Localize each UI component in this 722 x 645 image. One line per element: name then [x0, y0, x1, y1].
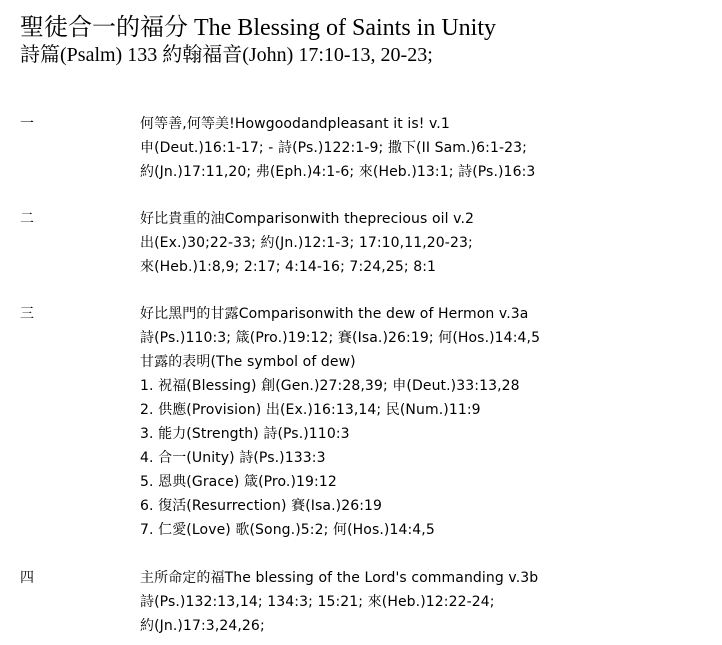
section-line: 詩(Ps.)132:13,14; 134:3; 15:21; 來(Heb.)12:22-24; [140, 594, 495, 610]
section-line: 好比貴重的油Comparisonwith theprecious oil v.2 [140, 211, 475, 227]
section-line: 來(Heb.)1:8,9; 2:17; 4:14-16; 7:24,25; 8:1 [140, 259, 437, 275]
section-number: 二 [20, 211, 34, 227]
section-lines [140, 302, 540, 542]
section-line: 何等善,何等美!Howgoodandpleasant it is! v.1 [140, 116, 450, 132]
section-line: 4. 合一(Unity) 詩(Ps.)133:3 [140, 450, 326, 466]
section-line: 6. 復活(Resurrection) 賽(Isa.)26:19 [140, 498, 383, 514]
section-line: 5. 恩典(Grace) 箴(Pro.)19:12 [140, 474, 337, 490]
section-line: 約(Jn.)17:11,20; 弗(Eph.)4:1-6; 來(Heb.)13:1; 詩(Ps.)16:3 [140, 164, 536, 180]
section-line: 申(Deut.)16:1-17; - 詩(Ps.)122:1-9; 撒下(II Sam.)6:1-23; [140, 140, 527, 156]
section-line: 約(Jn.)17:3,24,26; [140, 618, 265, 634]
section-line: 主所命定的福The blessing of the Lord's commanding v.3b [140, 570, 539, 586]
section-line: 詩(Ps.)110:3; 箴(Pro.)19:12; 賽(Isa.)26:19; 何(Hos.)14:4,5 [140, 330, 541, 346]
document-subtitle: 詩篇(Psalm) 133 約翰福音(John) 17:10-13, 20-23; [20, 44, 433, 66]
section-line: 出(Ex.)30;22-33; 約(Jn.)12:1-3; 17:10,11,20-23; [140, 235, 473, 251]
section-number: 三 [20, 306, 34, 322]
document-title: 聖徒合一的福分 The Blessing of Saints in Unity [20, 15, 496, 41]
section-lines [140, 207, 474, 279]
section-number: 四 [20, 570, 34, 586]
section-line: 3. 能力(Strength) 詩(Ps.)110:3 [140, 426, 350, 442]
section-line: 2. 供應(Provision) 出(Ex.)16:13,14; 民(Num.)11:9 [140, 402, 481, 418]
section-lines [140, 112, 535, 184]
section-line: 甘露的表明(The symbol of dew) [140, 354, 356, 370]
section-line: 1. 祝福(Blessing) 創(Gen.)27:28,39; 申(Deut.)33:13,28 [140, 378, 520, 394]
section-number: 一 [20, 116, 34, 132]
section-line: 7. 仁愛(Love) 歌(Song.)5:2; 何(Hos.)14:4,5 [140, 522, 435, 538]
section-lines [140, 566, 538, 638]
section-line: 好比黑門的甘露Comparisonwith the dew of Hermon v.3a [140, 306, 529, 322]
